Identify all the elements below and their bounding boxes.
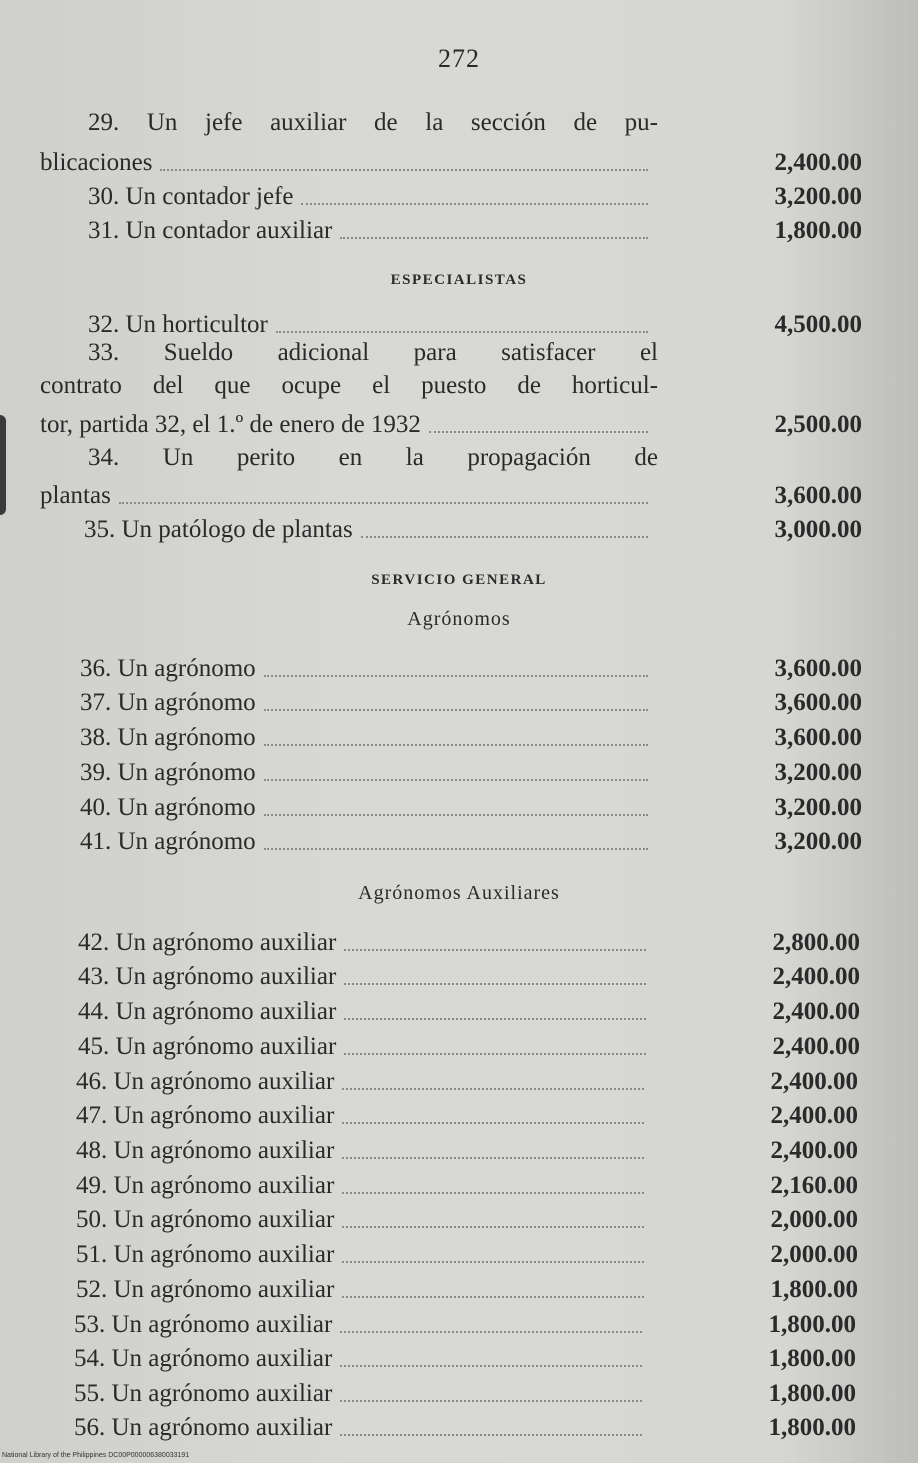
leader-dots — [342, 1225, 644, 1228]
list-item-amount: 1,800.00 — [768, 1345, 856, 1372]
leader-dots — [264, 847, 648, 850]
leader-dots — [342, 1087, 644, 1090]
list-item — [78, 958, 860, 992]
list-item-amount: 3,600.00 — [774, 689, 862, 716]
leader-dots — [340, 1433, 642, 1436]
list-item-label: 41. Un agrónomo — [80, 828, 256, 855]
list-item — [74, 1340, 856, 1374]
list-item-label: 56. Un agrónomo auxiliar — [74, 1414, 333, 1441]
list-item — [80, 754, 862, 788]
leader-dots — [344, 948, 646, 951]
entry-31-label: 31. Un contador auxiliar — [88, 217, 333, 244]
list-item-label: 40. Un agrónomo — [80, 794, 256, 821]
entry-33-row — [40, 406, 862, 440]
list-item-label: 48. Un agrónomo auxiliar — [76, 1137, 335, 1164]
subheading-agronomos-auxiliares: Agrónomos Auxiliares — [358, 882, 560, 904]
list-item-amount: 2,400.00 — [772, 963, 860, 990]
page-number: 272 — [438, 44, 480, 73]
list-item-label: 38. Un agrónomo — [80, 724, 256, 751]
entry-35-label: 35. Un patólogo de plantas — [84, 516, 353, 543]
subheading-agronomos: Agrónomos — [407, 608, 511, 630]
list-item — [78, 1028, 860, 1062]
list-item — [76, 1201, 858, 1235]
leader-dots — [344, 1052, 646, 1055]
list-item — [76, 1097, 858, 1131]
list-item — [80, 650, 862, 684]
list-item-amount: 3,600.00 — [774, 724, 862, 751]
list-item — [80, 789, 862, 823]
leader-dots — [429, 430, 648, 433]
list-item-amount: 1,800.00 — [768, 1311, 856, 1338]
entry-34-line-2: plantas — [40, 482, 111, 509]
entry-29-row — [40, 144, 862, 178]
list-item-label: 37. Un agrónomo — [80, 689, 256, 716]
footer-watermark: National Library of the Philippines DC00P000006380033191 — [2, 1452, 190, 1459]
list-item-label: 44. Un agrónomo auxiliar — [78, 998, 337, 1025]
list-item-label: 54. Un agrónomo auxiliar — [74, 1345, 333, 1372]
leader-dots — [342, 1295, 644, 1298]
leader-dots — [342, 1191, 644, 1194]
leader-dots — [342, 1260, 644, 1263]
list-item-label: 52. Un agrónomo auxiliar — [76, 1276, 335, 1303]
list-item-amount: 2,800.00 — [772, 929, 860, 956]
leader-dots — [119, 501, 648, 504]
list-item-amount: 3,200.00 — [774, 794, 862, 821]
list-item-amount: 2,000.00 — [770, 1206, 858, 1233]
list-item — [78, 924, 860, 958]
leader-dots — [264, 708, 648, 711]
list-item-label: 39. Un agrónomo — [80, 759, 256, 786]
entry-34-row — [40, 477, 862, 511]
entry-33-amount: 2,500.00 — [774, 411, 862, 438]
list-item — [80, 719, 862, 753]
list-item — [76, 1063, 858, 1097]
entry-30-row — [88, 178, 862, 212]
list-item — [80, 684, 862, 718]
leader-dots — [340, 1399, 642, 1402]
leader-dots — [342, 1121, 644, 1124]
entry-29-line-2: blicaciones — [40, 149, 153, 176]
entry-35-row — [84, 511, 862, 545]
list-item — [74, 1409, 856, 1443]
binding-edge — [0, 415, 6, 515]
list-item-amount: 3,600.00 — [774, 655, 862, 682]
list-item — [74, 1306, 856, 1340]
leader-dots — [340, 1364, 642, 1367]
leader-dots — [264, 674, 648, 677]
leader-dots — [344, 1017, 646, 1020]
list-item-amount: 2,160.00 — [770, 1172, 858, 1199]
list-item — [78, 993, 860, 1027]
leader-dots — [344, 982, 646, 985]
list-item — [76, 1167, 858, 1201]
list-item-label: 53. Un agrónomo auxiliar — [74, 1311, 333, 1338]
leader-dots — [264, 813, 648, 816]
entry-32-row — [88, 306, 862, 340]
leader-dots — [264, 743, 648, 746]
list-item-amount: 2,000.00 — [770, 1241, 858, 1268]
entry-33-line-2: contrato del que ocupe el puesto de horticul- — [40, 372, 658, 399]
list-item-amount: 3,200.00 — [774, 759, 862, 786]
section-heading-especialistas: ESPECIALISTAS — [390, 272, 528, 288]
leader-dots — [276, 330, 648, 333]
list-item-label: 47. Un agrónomo auxiliar — [76, 1102, 335, 1129]
list-item-amount: 3,200.00 — [774, 828, 862, 855]
list-item — [76, 1132, 858, 1166]
entry-29-line-1: 29. Un jefe auxiliar de la sección de pu- — [88, 109, 658, 136]
leader-dots — [340, 1330, 642, 1333]
list-item — [76, 1236, 858, 1270]
list-item-label: 42. Un agrónomo auxiliar — [78, 929, 337, 956]
leader-dots — [264, 778, 648, 781]
entry-31-row — [88, 212, 862, 246]
list-item-label: 36. Un agrónomo — [80, 655, 256, 682]
list-item-label: 45. Un agrónomo auxiliar — [78, 1033, 337, 1060]
list-item-label: 43. Un agrónomo auxiliar — [78, 963, 337, 990]
list-item-amount: 1,800.00 — [768, 1380, 856, 1407]
list-item-amount: 1,800.00 — [768, 1414, 856, 1441]
entry-34-amount: 3,600.00 — [774, 482, 862, 509]
list-item — [76, 1271, 858, 1305]
leader-dots — [340, 236, 648, 239]
section-heading-servicio-general: SERVICIO GENERAL — [371, 572, 547, 588]
list-item — [74, 1375, 856, 1409]
entry-29-amount: 2,400.00 — [774, 149, 862, 176]
entry-33-line-1: 33. Sueldo adicional para satisfacer el — [88, 339, 658, 366]
leader-dots — [361, 535, 648, 538]
entry-33-line-3: tor, partida 32, el 1.º de enero de 1932 — [40, 411, 421, 438]
entry-31-amount: 1,800.00 — [774, 217, 862, 244]
leader-dots — [342, 1156, 644, 1159]
entry-32-amount: 4,500.00 — [774, 311, 862, 338]
list-item-label: 49. Un agrónomo auxiliar — [76, 1172, 335, 1199]
list-item-amount: 2,400.00 — [772, 998, 860, 1025]
leader-dots — [160, 168, 648, 171]
list-item-amount: 1,800.00 — [770, 1276, 858, 1303]
list-item-amount: 2,400.00 — [770, 1102, 858, 1129]
entry-32-label: 32. Un horticultor — [88, 311, 268, 338]
entry-30-label: 30. Un contador jefe — [88, 183, 294, 210]
list-item-amount: 2,400.00 — [770, 1137, 858, 1164]
list-item — [80, 823, 862, 857]
leader-dots — [301, 202, 648, 205]
entry-35-amount: 3,000.00 — [774, 516, 862, 543]
list-item-amount: 2,400.00 — [772, 1033, 860, 1060]
list-item-amount: 2,400.00 — [770, 1068, 858, 1095]
list-item-label: 55. Un agrónomo auxiliar — [74, 1380, 333, 1407]
list-item-label: 51. Un agrónomo auxiliar — [76, 1241, 335, 1268]
list-item-label: 46. Un agrónomo auxiliar — [76, 1068, 335, 1095]
entry-34-line-1: 34. Un perito en la propagación de — [88, 444, 658, 471]
list-item-label: 50. Un agrónomo auxiliar — [76, 1206, 335, 1233]
entry-30-amount: 3,200.00 — [774, 183, 862, 210]
